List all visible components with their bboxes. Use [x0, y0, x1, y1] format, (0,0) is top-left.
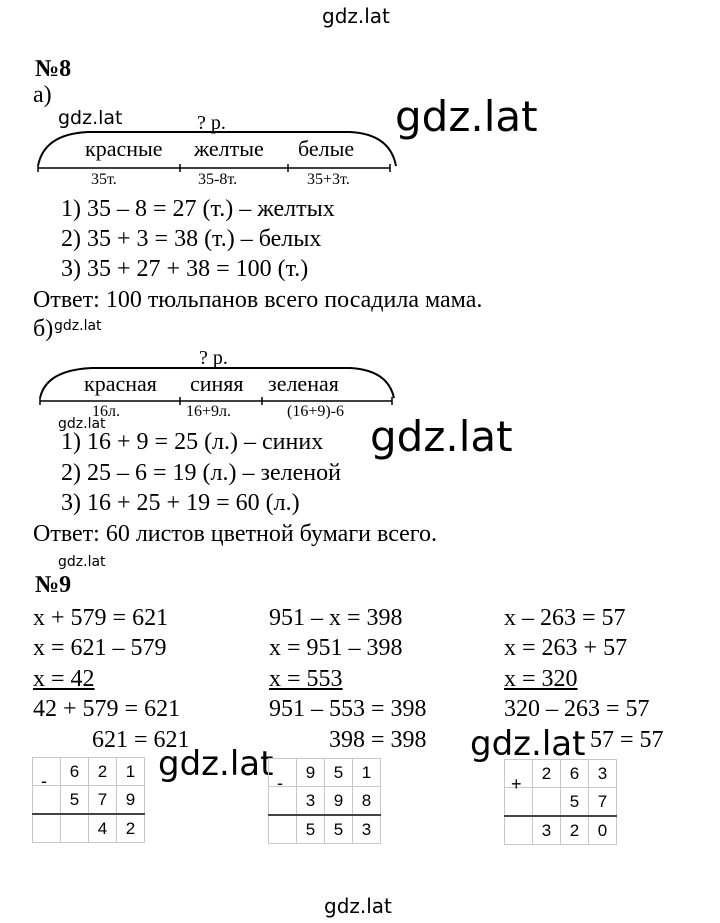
grid-cell: 4 [89, 814, 117, 843]
col3-grid [504, 759, 617, 845]
diagram-a-total: ? р. [197, 112, 226, 134]
grid-cell: 5 [325, 759, 353, 787]
grid-cell: 6 [561, 760, 589, 788]
col1-equation: x + 579 = 621 [33, 605, 169, 631]
grid-cell: 9 [297, 759, 325, 787]
watermark-top: gdz.lat [322, 4, 390, 28]
grid-cell: 2 [89, 758, 117, 786]
grid-cell: 5 [297, 815, 325, 844]
grid-cell: 1 [117, 758, 145, 786]
grid-cell: 3 [297, 787, 325, 816]
diagram-b-value-2: 16+9л. [186, 403, 232, 420]
diagram-b-value-1: 16л. [92, 403, 120, 420]
grid-cell: 8 [353, 787, 381, 816]
watermark-small: gdz.lat [54, 318, 102, 334]
watermark-big: gdz.lat [158, 744, 274, 784]
grid-cell: 2 [117, 814, 145, 843]
col2-check-result: 398 = 398 [329, 727, 427, 753]
grid-cell: 3 [533, 816, 561, 845]
diagram-a-value-1: 35т. [91, 171, 117, 188]
watermark-big: gdz.lat [395, 92, 538, 141]
part-b-label: б) [33, 316, 54, 342]
col3-check: 320 – 263 = 57 [504, 696, 650, 722]
part-a-answer: Ответ: 100 тюльпанов всего посадила мама. [33, 287, 483, 313]
col3-step: x = 263 + 57 [504, 635, 628, 661]
col1-check-result: 621 = 621 [92, 727, 190, 753]
part-b-step-1: 1) 16 + 9 = 25 (л.) – синих [61, 429, 324, 455]
grid-cell [61, 814, 89, 843]
grid-cell [33, 814, 61, 843]
grid-cell: 9 [325, 787, 353, 816]
col2-result: x = 553 [269, 666, 343, 692]
diagram-b-total: ? р. [199, 347, 228, 369]
grid-cell: 6 [61, 758, 89, 786]
grid-cell: 7 [589, 788, 617, 817]
grid-cell [533, 788, 561, 817]
watermark-small: gdz.lat [58, 107, 123, 129]
watermark-bottom: gdz.lat [324, 894, 392, 918]
col3-check-result: 57 = 57 [590, 727, 664, 753]
grid-cell: 9 [117, 786, 145, 815]
col3-result: x = 320 [504, 666, 578, 692]
part-a-step-3: 3) 35 + 27 + 38 = 100 (т.) [61, 256, 309, 282]
grid-cell [269, 815, 297, 844]
col1-result: x = 42 [33, 666, 95, 692]
part-a-label: а) [33, 82, 52, 108]
grid-cell [505, 816, 533, 845]
part-b-step-2: 2) 25 – 6 = 19 (л.) – зеленой [61, 460, 341, 486]
watermark-big: gdz.lat [370, 412, 513, 461]
part-a-step-1: 1) 35 – 8 = 27 (т.) – желтых [61, 196, 335, 222]
col2-operator: - [277, 773, 283, 793]
col1-check: 42 + 579 = 621 [33, 696, 181, 722]
grid-cell: 5 [325, 815, 353, 844]
grid-cell: 5 [561, 788, 589, 817]
col2-equation: 951 – x = 398 [269, 605, 403, 631]
grid-cell: 0 [589, 816, 617, 845]
grid-cell: 2 [561, 816, 589, 845]
diagram-a-value-2: 35-8т. [198, 171, 238, 188]
watermark-small: gdz.lat [58, 416, 106, 432]
col1-grid [32, 757, 145, 843]
col2-step: x = 951 – 398 [269, 635, 403, 661]
part-b-answer: Ответ: 60 листов цветной бумаги всего. [33, 521, 438, 547]
col1-step: x = 621 – 579 [33, 635, 167, 661]
grid-cell: 1 [353, 759, 381, 787]
diagram-b-part-1: красная [84, 371, 157, 396]
col1-operator: - [41, 771, 47, 791]
diagram-b-part-2: синяя [190, 371, 244, 396]
task9-heading: №9 [35, 572, 72, 598]
watermark-big: gdz.lat [470, 724, 586, 764]
col3-equation: x – 263 = 57 [504, 605, 626, 631]
diagram-a-part-3: белые [298, 136, 355, 161]
task8-heading: №8 [35, 56, 72, 82]
col2-check: 951 – 553 = 398 [269, 696, 427, 722]
grid-cell: 2 [533, 760, 561, 788]
grid-cell: 7 [89, 786, 117, 815]
col2-grid [268, 758, 381, 844]
diagram-b-part-3: зеленая [268, 371, 339, 396]
part-a-step-2: 2) 35 + 3 = 38 (т.) – белых [61, 226, 322, 252]
col3-operator: + [511, 774, 522, 794]
part-b-step-3: 3) 16 + 25 + 19 = 60 (л.) [61, 490, 300, 516]
diagram-a-part-1: красные [85, 136, 163, 161]
grid-cell: 3 [353, 815, 381, 844]
watermark-small: gdz.lat [58, 554, 106, 570]
diagram-a-value-3: 35+3т. [307, 171, 350, 188]
grid-cell: 5 [61, 786, 89, 815]
diagram-a-part-2: желтые [194, 136, 264, 161]
grid-cell: 3 [589, 760, 617, 788]
diagram-b-value-3: (16+9)-6 [287, 403, 345, 420]
